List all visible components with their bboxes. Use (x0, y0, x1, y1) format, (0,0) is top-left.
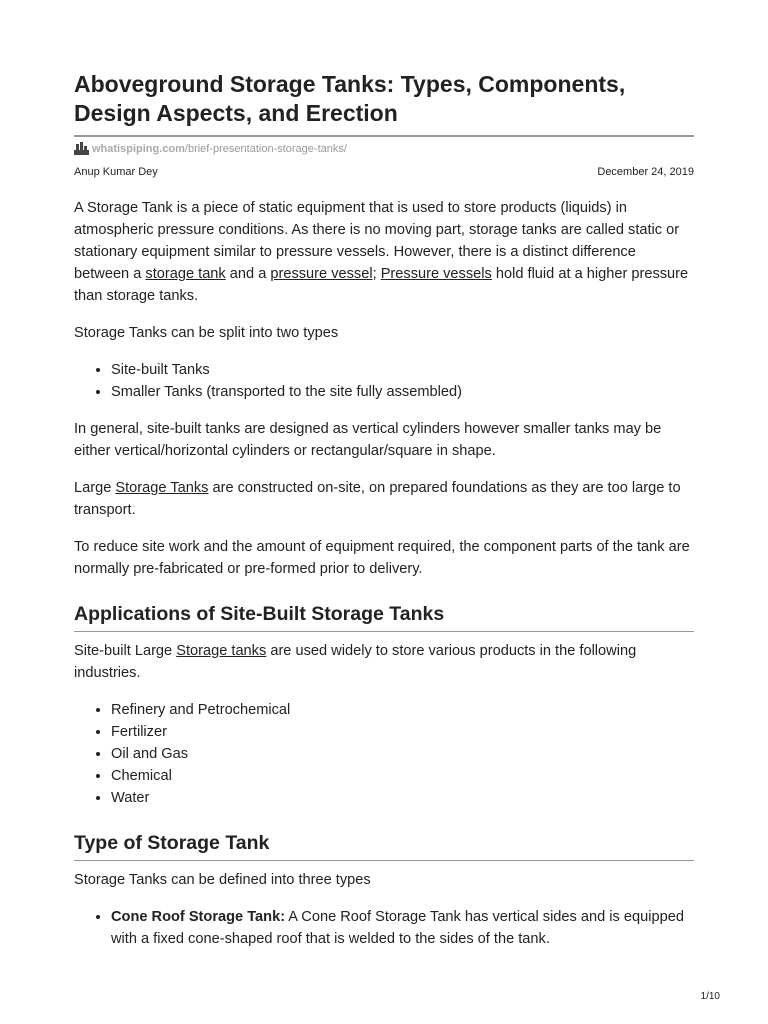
storage-tanks-link[interactable]: Storage Tanks (115, 480, 209, 496)
pressure-vessels-link[interactable]: Pressure vessels (380, 266, 492, 282)
list-item: • Fertilizer (111, 721, 694, 743)
author-name: Anup Kumar Dey (74, 166, 158, 178)
applications-list (74, 699, 694, 809)
list-item: • Smaller Tanks (transported to the site fully assembled) (111, 381, 694, 403)
types-heading: Type of Storage Tank (74, 830, 694, 861)
article-title: Aboveground Storage Tanks: Types, Components, Design Aspects, and Erection (74, 71, 626, 126)
cone-roof-term: Cone Roof Storage Tank: (111, 909, 286, 925)
list-item: • Site-built Tanks (111, 359, 694, 381)
types-list (74, 906, 694, 950)
general-paragraph: In general, site-built tanks are designed as vertical cylinders however smaller tanks may be either vertical/horizontal cylinders or rectangular/square in shape. (74, 421, 662, 459)
pressure-vessel-link[interactable]: pressure vessel (270, 266, 373, 282)
split-list (74, 359, 694, 403)
article-meta (74, 166, 694, 178)
list-item: • Chemical (111, 765, 694, 787)
page-number: 1/10 (700, 991, 720, 1002)
list-item: • Cone Roof Storage Tank: A Cone Roof Storage Tank has vertical sides and is equipped with a fixed cone-shaped roof that is welded to the sides of the tank. (111, 906, 694, 950)
split-paragraph: Storage Tanks can be split into two types (74, 325, 339, 341)
intro-paragraph: A Storage Tank is a piece of static equipment that is used to store products (liquids) in atmospheric pressure conditions. As there is no moving part, storage tanks are called static or stationary equipment similar to pressure vessels. However, there is a distinct difference between a storage tank and a pressure vessel; Pressure vessels hold fluid at a higher pressure than storage tanks. (74, 200, 689, 304)
source-domain[interactable]: whatispiping.com (92, 142, 185, 155)
applications-paragraph: Site-built Large Storage tanks are used widely to store various products in the following industries. (74, 643, 637, 681)
types-paragraph: Storage Tanks can be defined into three types (74, 872, 371, 888)
applications-heading: Applications of Site-Built Storage Tanks (74, 601, 694, 632)
list-item: • Water (111, 787, 694, 809)
source-line (74, 141, 347, 156)
storage-tank-link[interactable]: storage tank (145, 266, 226, 282)
publish-date: December 24, 2019 (597, 166, 694, 178)
article-body (74, 197, 694, 965)
large-tanks-paragraph: Large Storage Tanks are constructed on-site, on prepared foundations as they are too large to transport. (74, 480, 681, 518)
reduce-paragraph: To reduce site work and the amount of equipment required, the component parts of the tank are normally pre-fabricated or pre-formed prior to delivery. (74, 539, 690, 577)
list-item: • Oil and Gas (111, 743, 694, 765)
storage-tanks-link-2[interactable]: Storage tanks (176, 643, 267, 659)
site-logo-icon (74, 141, 89, 156)
source-path[interactable]: /brief-presentation-storage-tanks/ (184, 142, 347, 155)
title-divider (74, 135, 694, 137)
list-item: • Refinery and Petrochemical (111, 699, 694, 721)
